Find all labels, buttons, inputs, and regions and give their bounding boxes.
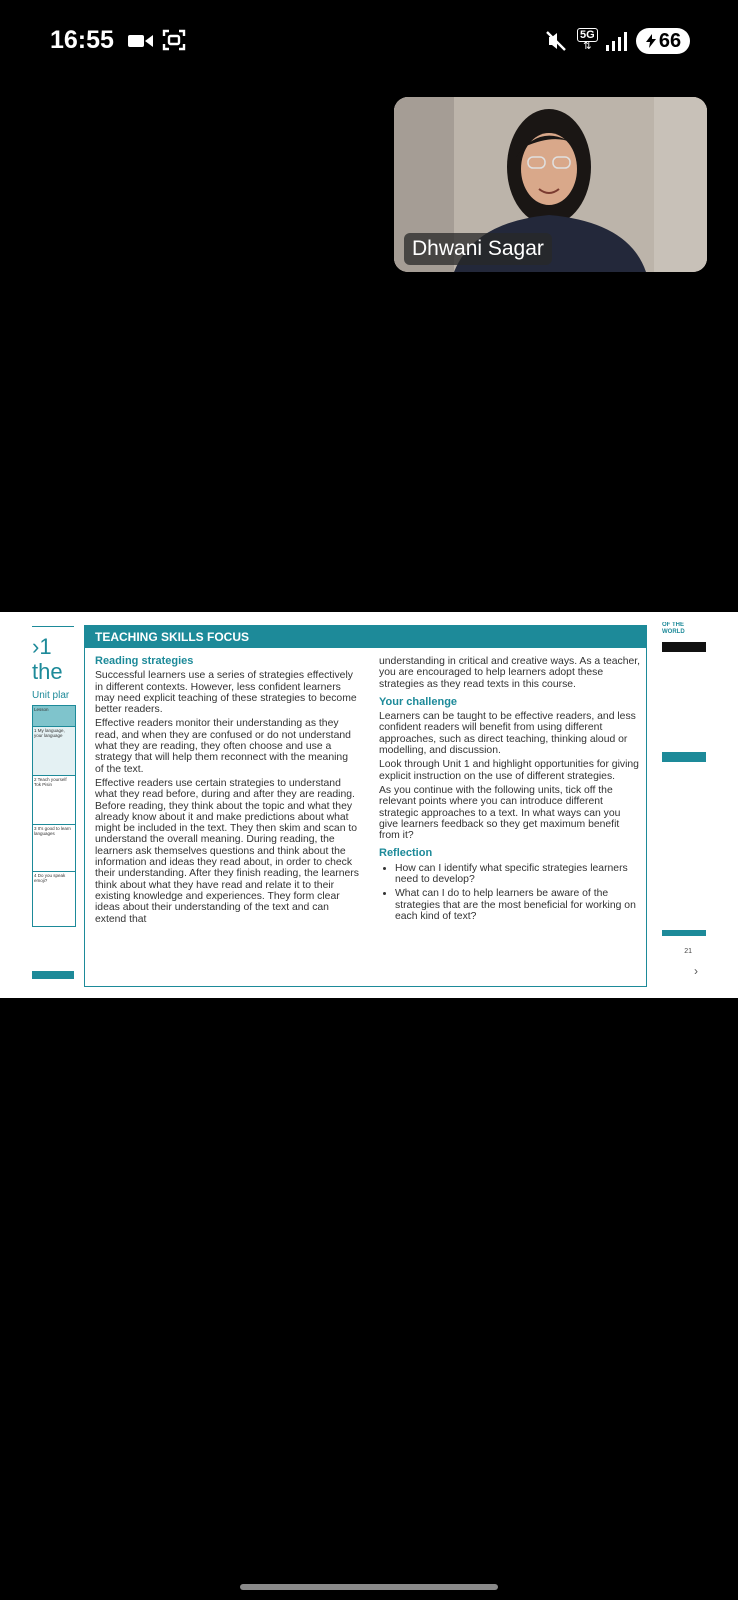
paragraph: Look through Unit 1 and highlight opportunities for giving explicit instruction on the use of different strategies. [379,759,639,782]
reflection-heading: Reflection [379,847,433,860]
unit-plan-label: Unit plar [32,690,70,701]
unit-plan-table [32,705,76,927]
network-type: 5G [577,28,598,42]
column-left [95,656,359,928]
left-page-strip [32,626,74,996]
paragraph: Effective readers monitor their understanding as they read, and when they are confused or do not understand what they are reading, they often choose and use a strategy that will help them reconnect with the meaning of the text. [95,718,351,775]
shared-screen-slide [0,612,738,998]
battery-level: 66 [658,29,682,52]
page-number: 21 [684,948,692,955]
reflection-list [379,863,641,922]
video-camera-icon [128,32,154,50]
screen-record-icon [162,28,186,52]
paragraph: Effective readers use certain strategies to understand what they read before, during and after they are reading. Before reading, they think about the topic and what they already know about it and make predictions about what might be included in the text. They then skim and scan to understand the overall meaning. During reading, the learners ask themselves questions and think about the information and ideas they read about, in order to check their understanding. After they finish reading, the learners think about what they have read and relate it to their existing knowledge and experiences. They form clear ideas about their understanding of the text and can extend that [95,777,359,925]
unit-heading-word: the [32,659,63,684]
column-right [379,656,641,925]
mute-icon [545,30,567,52]
battery-icon [636,28,690,54]
chevron-right-icon[interactable]: › [694,964,698,978]
unit-heading-number: ›1 [32,634,52,659]
participant-name: Dhwani Sagar [404,233,552,265]
right-strip-header: OF THE WORLD [662,622,685,635]
list-item: • How can I identify what specific strategies learners need to develop? [395,863,641,886]
reading-strategies-heading: Reading strategies [95,655,194,667]
paragraph: understanding in critical and creative ways. As a teacher, you are encouraged to help learners adopt these strategies as they read texts in this course. [379,656,641,690]
paragraph: As you continue with the following units, tick off the relevant points where you can introduce different strategic approaches to a text. In what ways can you give learners feedback so they get maximum benefit from it? [379,784,621,842]
right-page-strip [662,622,706,992]
home-indicator[interactable] [240,1584,498,1590]
clock: 16:55 [50,26,114,54]
paragraph: Successful learners use a series of strategies effectively in different contexts. However, less confident learners may need explicit teaching of these strategies to become better readers. [95,670,357,716]
divider [32,971,74,979]
paragraph: Learners can be taught to be effective readers, and less confident readers will benefit from using different approaches, such as direct teaching, thinking aloud or modelling, and discussion. [379,711,636,757]
signal-icon [606,31,628,51]
divider [662,752,706,762]
box-title: TEACHING SKILLS FOCUS [85,626,646,648]
participant-video-tile[interactable] [394,97,707,272]
divider [32,626,74,627]
table-row: 3 It's good to learn languages [33,824,75,871]
table-row: 4 Do you speak emoji? [33,871,75,926]
your-challenge-heading: Your challenge [379,695,458,708]
divider [662,642,706,652]
list-item: • What can I do to help learners be aware of the strategies that are the most beneficial for working on each kind of text? [395,888,641,922]
table-header: Lesson [33,706,75,726]
network-5g-icon: 5G ⇅ [577,28,598,52]
table-row: 1 My language, your language [33,726,75,775]
table-row: 2 Teach yourself Tok Pisin [33,775,75,824]
divider [662,930,706,936]
teaching-skills-box [84,625,647,987]
status-bar [0,0,738,84]
